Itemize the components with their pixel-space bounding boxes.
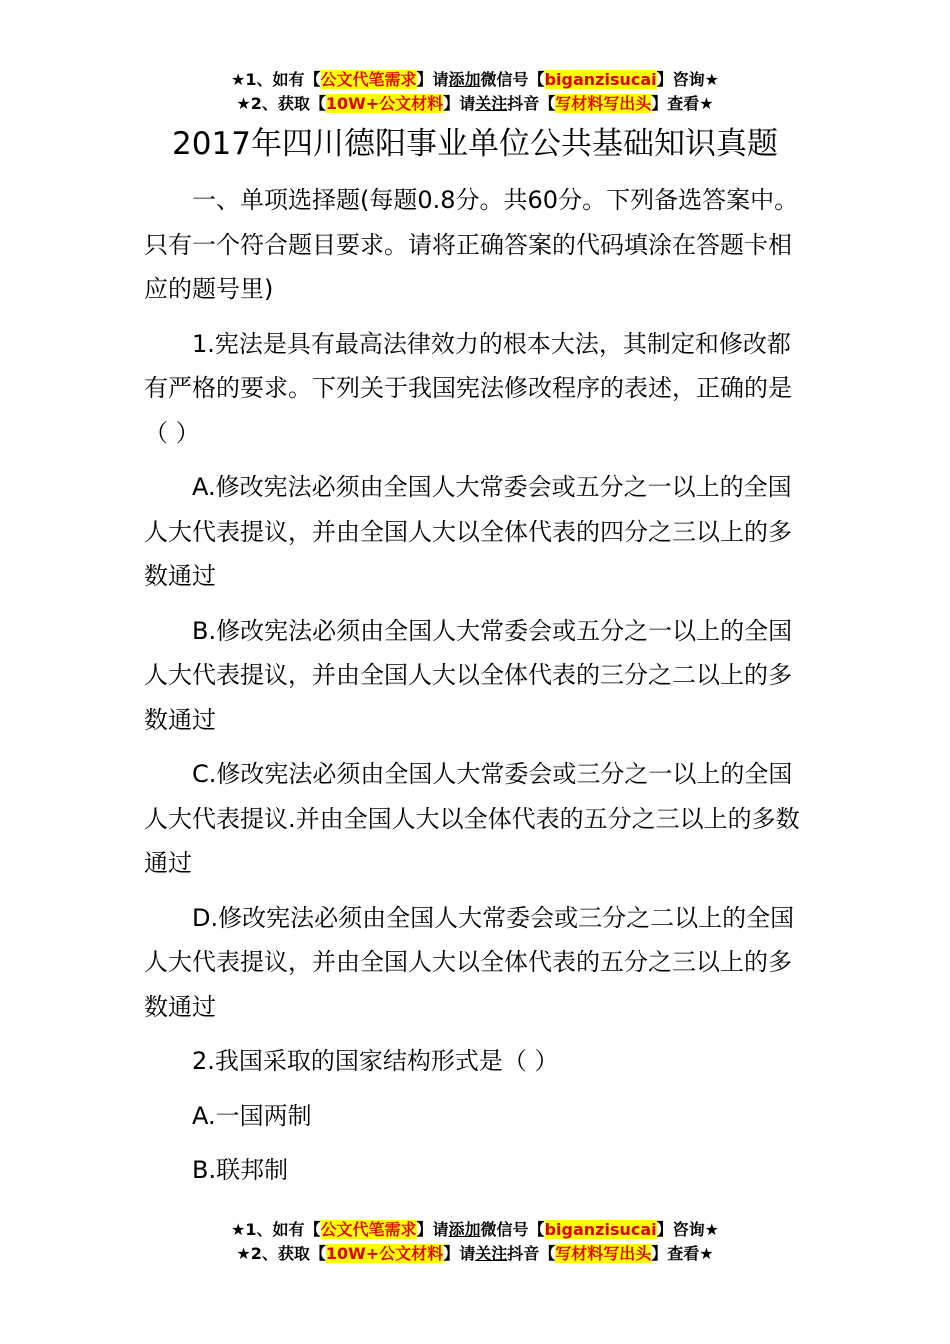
question-1-stem: 1.宪法是具有最高法律效力的根本大法，其制定和修改都有严格的要求。下列关于我国宪法修改程序的表述，正确的是（ ） [144,329,792,447]
promo-underline: 关注 [475,94,508,113]
promo-text: 】咨询★ [656,1220,719,1239]
question-1-option-b: B.修改宪法必须由全国人大常委会或五分之一以上的全国人大代表提议，并由全国人大以全体代表的三分之二以上的多数通过 [144,616,793,734]
document-body [144,178,812,1203]
promo-text: 微信号【 [480,1220,545,1239]
promo-text: 】查看★ [651,1244,714,1263]
promo-text: 微信号【 [480,70,545,89]
promo-line-2 [0,1242,950,1266]
promo-text: ★2、获取【 [236,94,326,113]
promo-highlight: 10W+公文材料 [325,1244,444,1263]
question-2-stem: 2.我国采取的国家结构形式是（ ） [192,1047,559,1075]
question-2-option-b: B.联邦制 [192,1156,289,1184]
question-1-option-a: A.修改宪法必须由全国人大常委会或五分之一以上的全国人大代表提议，并由全国人大以全体代表的四分之三以上的多数通过 [144,473,792,590]
promo-highlight: 写材料写出头 [555,94,652,113]
promo-text: ★2、获取【 [236,1244,326,1263]
promo-underline: 添加 [448,70,481,89]
promo-text: 】咨询★ [656,70,719,89]
promo-text: 】请 [416,70,449,89]
promo-text: ★1、如有【 [231,1220,321,1239]
question-1-option-c: C.修改宪法必须由全国人大常委会或三分之一以上的全国人大代表提议.并由全国人大以全体代表的五分之三以上的多数通过 [144,760,800,877]
promo-line-2 [0,92,950,116]
promo-line-1 [0,1218,950,1242]
promo-text: 抖音【 [507,94,556,113]
promo-highlight: 公文代笔需求 [320,70,417,89]
promo-text: 抖音【 [507,1244,556,1263]
promo-banner-top [0,68,950,116]
promo-text: 】请 [416,1220,449,1239]
promo-text: 】查看★ [651,94,714,113]
promo-highlight: 写材料写出头 [555,1244,652,1263]
document-title: 2017年四川德阳事业单位公共基础知识真题 [172,126,778,162]
section-intro: 一、单项选择题(每题0.8分。共60分。下列备选答案中。只有一个符合题目要求。请将正确答案的代码填涂在答题卡相应的题号里) [144,186,799,303]
promo-highlight: 10W+公文材料 [325,94,444,113]
promo-highlight: biganzisucai [544,1220,657,1239]
promo-underline: 添加 [448,1220,481,1239]
question-1-option-d: D.修改宪法必须由全国人大常委会或三分之二以上的全国人大代表提议，并由全国人大以全体代表的五分之三以上的多数通过 [144,903,795,1021]
promo-highlight: biganzisucai [544,70,657,89]
promo-underline: 关注 [475,1244,508,1263]
promo-banner-bottom [0,1218,950,1266]
promo-text: 】请 [443,1244,476,1263]
promo-highlight: 公文代笔需求 [320,1220,417,1239]
question-2-option-a: A.一国两制 [192,1101,312,1130]
promo-text: 】请 [443,94,476,113]
promo-line-1 [0,68,950,92]
promo-text: ★1、如有【 [231,70,321,89]
